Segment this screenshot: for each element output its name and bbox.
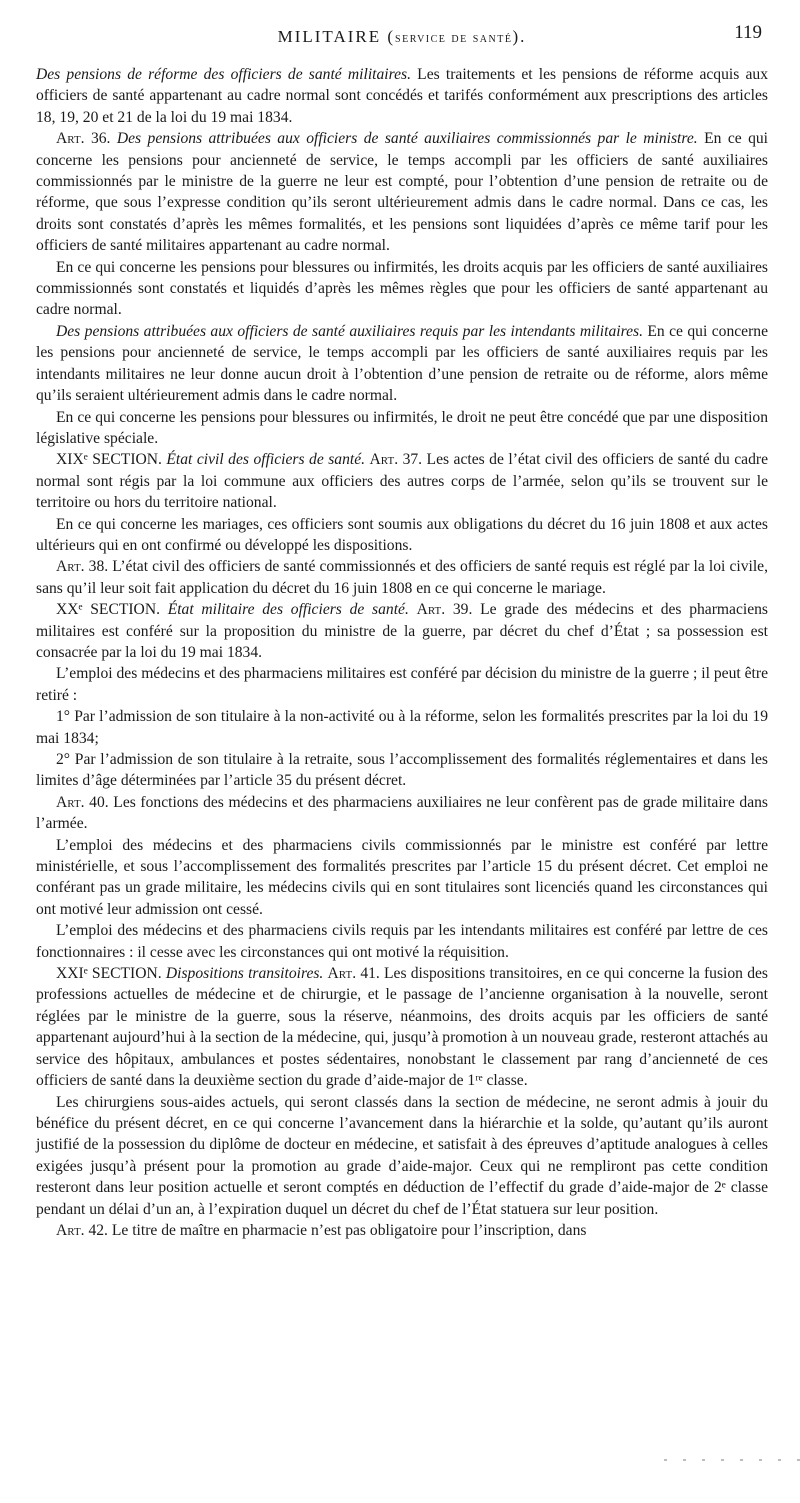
italic-text: État militaire des officiers de santé. [167,601,409,619]
text-run: XXIᵉ SECTION. [56,965,166,983]
text-run: 36. [84,130,117,148]
text-run: 2° Par l’admission de son titulaire à la retraite, sous l’accomplissement des formalités réglementaires et dans les limites d’âge déterminées par l’article 35 du présent décret. [36,751,768,790]
paragraph [36,1220,768,1241]
document-page [36,22,769,1241]
text-run: En ce qui concerne les pensions pour blessures ou infirmités, le droit ne peut être concédé que par une disposition législative spéciale. [36,408,768,447]
paragraph [36,556,768,599]
page-number: 119 [734,22,762,43]
text-run: Les chirurgiens sous-aides actuels, qui seront classés dans la section de médecine, ne seront admis à jouir du bénéfice du présent décret, en ce qui concerne l’avancement dans la hiérarchie et la solde, qu’autant qu’ils auront justifié de la possession du diplôme de docteur en médecine, et satisfait à des épreuves d’aptitude analogues à celles exigées jusqu’à présent pour la promotion au grade d’aide-major. Ceux qui ne rempliront pas cette condition resteront dans leur position actuelle et seront comptés en déduction de l’effectif du grade d’aide-major de 2ᵉ classe pendant un délai d’un an, à l’expiration duquel un décret du chef de l’État statuera sur leur position. [36,1093,768,1218]
paragraph [36,835,768,921]
paragraph [36,963,768,1091]
article-label: Art. [56,558,85,576]
paragraph [36,749,768,792]
paragraph [36,599,768,663]
text-run: L’emploi des médecins et des pharmaciens militaires est conféré par décision du ministre de la guerre ; il peut être retiré : [36,665,768,704]
text-run: En ce qui concerne les pensions pour ancienneté de service, le temps accompli par les officiers de santé auxiliaires commissionnés par le ministre de la guerre ne leur est compté, pour l’obtention d’une pension de retraite ou de réforme, que sous l’expresse condition qu’ils seront ultérieurement admis dans le cadre normal. Dans ce cas, les droits sont constatés d’après les mêmes formalités, et les pensions sont liquidées d’après ce même tarif pour les officiers de santé militaires appartenant au cadre normal. [36,130,768,255]
article-label: Art. [56,1221,85,1239]
paragraph [36,920,768,963]
article-label: Art. [56,130,85,148]
article-label: Art. [369,451,399,469]
page-header [36,22,768,54]
text-run: En ce qui concerne les pensions pour blessures ou infirmités, les droits acquis par les officiers de santé auxiliaires commissionnés sont constatés et liquidés d’après les mêmes règles que pour les officiers de santé appartenant au cadre normal. [36,258,768,319]
paragraph [36,64,768,128]
article-label: Art. [416,601,446,619]
paragraph [36,321,768,407]
text-run [409,601,417,618]
italic-text: État civil des officiers de santé. [166,451,366,469]
paragraph [36,128,768,256]
text-run: 39. Le grade des médecins et des pharmaciens militaires est conféré sur la proposition du ministre de la guerre, par décret du chef d’État ; sa possession est consacrée par la loi du 19 mai 1834. [36,601,768,661]
text-run: 41. Les dispositions transitoires, en ce qui concerne la fusion des professions actuelles de médecine et de chirurgie, et le passage de l’ancienne organisation à la nouvelle, seront réglées par le ministre de la guerre, sous la réserve, néanmoins, des droits acquis par les officiers de santé appartenant aujourd’hui à la section de la médecine, qui, jusqu’à promotion à un nouveau grade, resteront attachés au service des hôpitaux, ambulances et postes sédentaires, nonobstant le classement par rang d’ancienneté de ces officiers de santé dans la deuxième section du grade d’aide-major de 1ʳᵉ classe. [36,965,768,1090]
paragraph [36,663,768,706]
article-label: Art. [56,793,85,811]
italic-text: Des pensions de réforme des officiers de santé militaires. [36,66,411,83]
italic-text: Des pensions attribuées aux officiers de santé auxiliaires requis par les intendants militaires. [56,322,643,340]
text-run: 37. Les actes de l’état civil des officiers de santé du cadre normal sont régis par la loi commune aux officiers des autres corps de l’armée, selon qu’ils se trouvent sur le territoire ou hors du territoire national. [36,451,769,512]
text-run: L’emploi des médecins et des pharmaciens civils commissionnés par le ministre est conféré par lettre ministérielle, et sous l’accomplissement des formalités prescrites par l’article 15 du présent décret. Cet emploi ne conférant pas un grade militaire, les médecins civils qui en sont titulaires sont licenciés quand les circonstances qui ont motivé leur admission ont cessé. [36,836,768,918]
paragraph [36,792,768,835]
paragraph [36,514,768,557]
paragraph [36,449,768,513]
text-run: L’emploi des médecins et des pharmaciens civils requis par les intendants militaires est conféré par lettre de ces fonctionnaires : il cesse avec les circonstances qui ont motivé la réquisition. [36,922,768,961]
text-run: 1° Par l’admission de son titulaire à la non-activité ou à la réforme, selon les formalités prescrites par la loi du 19 mai 1834; [36,708,768,747]
text-run: XIXᵉ SECTION. [56,451,167,469]
paragraph [36,706,768,749]
italic-text: Des pensions attribuées aux officiers de santé auxiliaires commissionnés par le ministre. [116,130,698,148]
paragraph [36,407,768,450]
italic-text: Dispositions transitoires. [165,965,324,983]
paragraph [36,1092,768,1220]
text-run: XXᵉ SECTION. [56,601,168,619]
body-text [36,64,768,1241]
article-label: Art. [327,965,357,983]
text-run: 40. Les fonctions des médecins et des pharmaciens auxiliaires ne leur confèrent pas de grade militaire dans l’armée. [36,793,768,833]
running-title-subtitle: service de santé [395,31,513,46]
text-run: 38. L’état civil des officiers de santé commissionnés et des officiers de santé requis est réglé par la loi civile, sans qu’il leur soit fait application du décret du 16 juin 1808 en ce qui concerne le mariage. [36,558,768,597]
paragraph [36,257,768,321]
text-run: En ce qui concerne les pensions pour ancienneté de service, le temps accompli par les officiers de santé auxiliaires requis par les intendants militaires ne leur donne aucun droit à l’obtention d’une pension de retraite ou de réforme, alors même qu’ils seraient ultérieurement admis dans le cadre normal. [36,322,768,405]
running-title: MILITAIRE (service de santé). [277,27,527,46]
footer-marks [0,1448,800,1454]
text-run: Les traitements et les pensions de réforme acquis aux officiers de santé appartenant au cadre normal sont concédés et tarifés conformément aux prescriptions des articles 18, 19, 20 et 21 de la loi du 19 mai 1834. [36,66,768,126]
text-run: 42. Le titre de maître en pharmacie n’est pas obligatoire pour l’inscription, dans [84,1221,587,1239]
text-run: En ce qui concerne les mariages, ces officiers sont soumis aux obligations du décret du 16 juin 1808 et aux actes ultérieurs qui en ont confirmé ou développé les dispositions. [36,515,768,554]
